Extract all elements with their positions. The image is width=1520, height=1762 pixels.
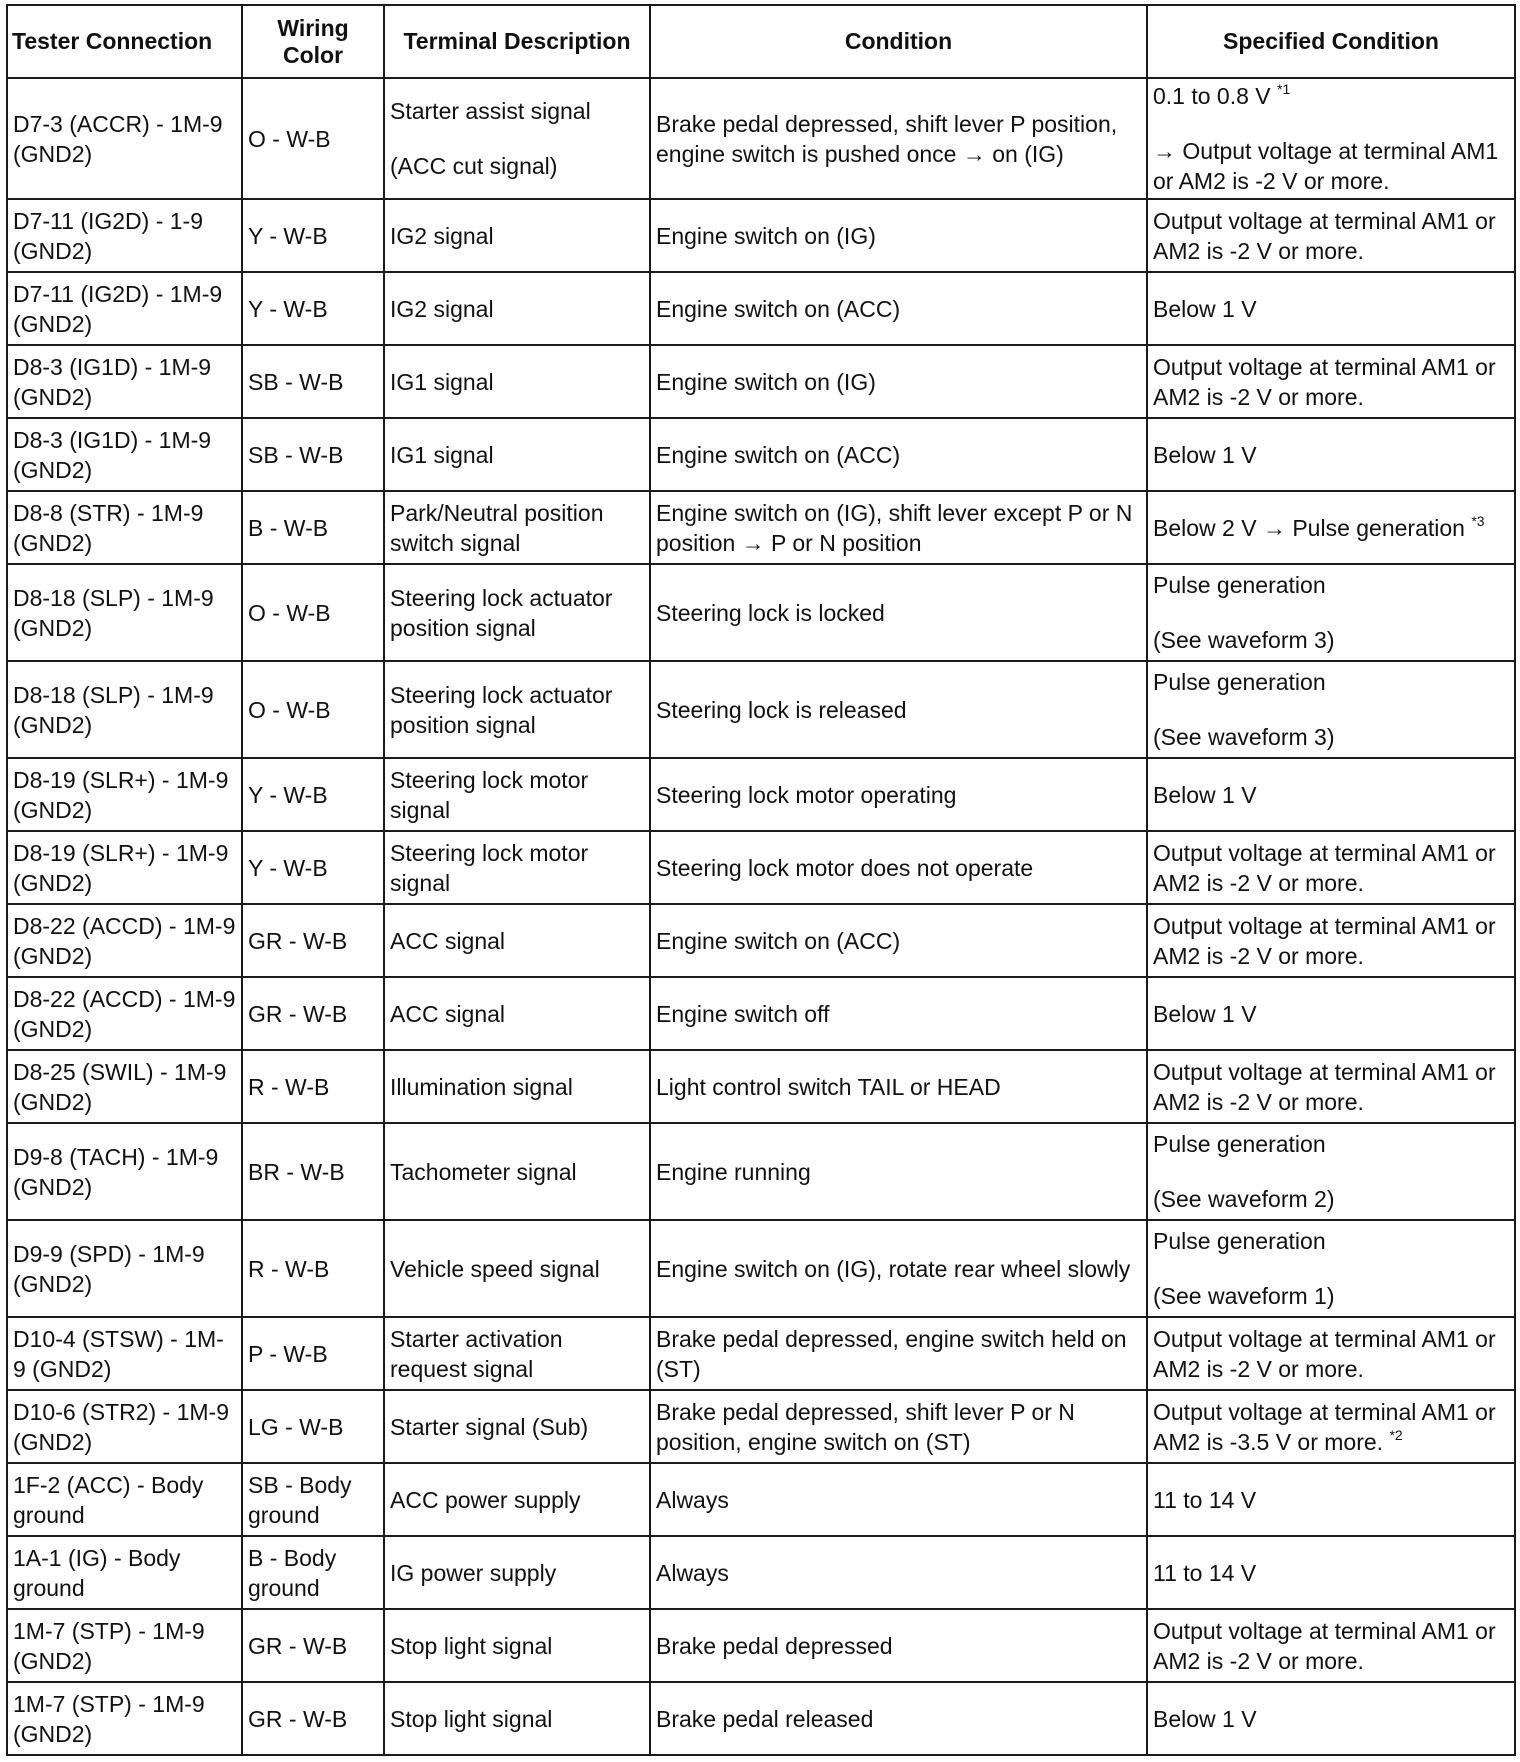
table-row [7,1609,1515,1682]
condition-cell [650,758,1147,831]
specified-condition-cell [1147,272,1515,345]
terminal-description-cell [384,199,650,272]
wiring-color-cell-text: O - W-B [248,599,331,626]
condition-cell-text: Always [656,1559,729,1586]
terminal-description-cell [384,1682,650,1755]
wiring-color-cell [242,491,384,564]
specified-condition-text: Pulse generation [1153,1131,1326,1157]
tester-connection-cell [7,199,242,272]
specified-condition-cell [1147,1609,1515,1682]
tester-connection-cell-text: D9-8 (TACH) - 1M-9 (GND2) [13,1143,219,1200]
wiring-color-cell-text: GR - W-B [248,927,348,954]
table-row [7,1050,1515,1123]
tester-connection-cell [7,661,242,758]
terminal-description-cell-text: Starter activation request signal [390,1325,563,1382]
tester-connection-cell [7,977,242,1050]
specified-condition-text: Below 1 V [1153,781,1257,808]
terminal-description-cell [384,272,650,345]
specified-condition-text: Output voltage at terminal AM1 or AM2 is -2 V or more. [1153,1058,1496,1115]
table-row [7,831,1515,904]
specified-condition-cell [1147,418,1515,491]
condition-cell-text: Engine switch on (IG) [656,368,876,395]
tester-connection-cell [7,1317,242,1390]
tester-connection-cell [7,758,242,831]
terminal-description-cell-text: Starter assist signal [390,98,591,124]
tester-connection-cell [7,78,242,199]
terminal-description-cell [384,1463,650,1536]
specified-condition-text-wrap [1153,1057,1509,1117]
table-row [7,1123,1515,1220]
condition-cell [650,1390,1147,1463]
table-row [7,199,1515,272]
specified-condition-text: Pulse generation [1153,669,1326,695]
terminal-description-cell-text: Illumination signal [390,1073,573,1100]
tester-connection-cell-text: 1M-7 (STP) - 1M-9 (GND2) [13,1690,205,1747]
condition-cell-text: Brake pedal depressed, shift lever P position, engine switch is pushed once → on (IG) [656,110,1118,167]
wiring-color-cell-text: R - W-B [248,1255,330,1282]
wiring-color-cell [242,1609,384,1682]
condition-cell-text: Engine switch on (ACC) [656,927,901,954]
specified-condition-note: (See waveform 1) [1153,1283,1335,1309]
condition-cell-text: Steering lock is released [656,696,907,723]
tester-connection-cell-text: D8-8 (STR) - 1M-9 (GND2) [13,499,204,556]
specified-condition-text: Output voltage at terminal AM1 or AM2 is -3.5 V or more. [1153,1398,1496,1455]
specified-condition-cell [1147,1317,1515,1390]
condition-cell-text: Engine switch on (IG) [656,222,876,249]
specified-condition-cell [1147,78,1515,199]
specified-condition-text-wrap [1153,1324,1509,1384]
wiring-color-cell [242,78,384,199]
specified-condition-text-wrap [1153,1558,1509,1588]
footnote-marker: *3 [1471,512,1485,529]
condition-cell [650,199,1147,272]
specified-condition-text: 11 to 14 V [1153,1486,1257,1513]
tester-connection-cell [7,1463,242,1536]
tester-connection-cell [7,1220,242,1317]
specified-condition-text-wrap [1153,780,1509,810]
header-wiring-color: Wiring Color [242,5,384,78]
tester-connection-cell-text: D8-22 (ACCD) - 1M-9 (GND2) [13,985,236,1042]
specified-condition-text: Output voltage at terminal AM1 or AM2 is -2 V or more. [1153,839,1496,896]
wiring-color-cell-text: B - Body ground [248,1544,337,1601]
table-row [7,491,1515,564]
terminal-description-cell [384,564,650,661]
specified-condition-text-wrap [1153,570,1509,600]
terminal-description-cell-text: Steering lock actuator position signal [390,584,613,641]
condition-cell-text: Light control switch TAIL or HEAD [656,1073,1001,1100]
condition-cell-text: Brake pedal depressed, shift lever P or N position, engine switch on (ST) [656,1398,1075,1455]
wiring-color-cell [242,1463,384,1536]
table-row [7,1220,1515,1317]
tester-connection-cell [7,904,242,977]
wiring-color-cell [242,418,384,491]
table-row [7,78,1515,199]
wiring-color-cell [242,1390,384,1463]
condition-cell [650,977,1147,1050]
tester-connection-cell-text: D8-19 (SLR+) - 1M-9 (GND2) [13,839,229,896]
specified-condition-note: (See waveform 3) [1153,724,1335,750]
terminal-description-cell [384,1609,650,1682]
wiring-color-cell [242,661,384,758]
specified-condition-text: Below 1 V [1153,1705,1257,1732]
specified-condition-text: Below 2 V → Pulse generation [1153,514,1465,541]
condition-cell-text: Steering lock motor operating [656,781,957,808]
condition-cell-text: Always [656,1486,729,1513]
specified-condition-text-wrap [1153,1616,1509,1676]
terminal-description-cell [384,1123,650,1220]
terminal-description-cell-text: Steering lock actuator position signal [390,681,613,738]
specified-condition-text: Output voltage at terminal AM1 or AM2 is -2 V or more. [1153,1325,1496,1382]
condition-cell-text: Steering lock is locked [656,599,885,626]
specified-condition-cell [1147,1220,1515,1317]
tester-connection-cell [7,491,242,564]
wiring-color-cell [242,564,384,661]
terminal-description-cell-text: ACC power supply [390,1486,581,1513]
tester-connection-cell [7,1609,242,1682]
table-body [7,78,1515,1755]
terminal-description-cell-text: Stop light signal [390,1632,553,1659]
specified-condition-cell [1147,1123,1515,1220]
tester-connection-cell-text: D8-18 (SLP) - 1M-9 (GND2) [13,584,214,641]
tester-connection-cell-text: 1A-1 (IG) - Body ground [13,1544,181,1601]
terminal-description-cell-text: Park/Neutral position switch signal [390,499,604,556]
wiring-color-cell-text: O - W-B [248,696,331,723]
condition-cell [650,1123,1147,1220]
specified-condition-text-wrap [1153,81,1509,111]
specified-condition-text-wrap [1153,1397,1509,1457]
terminal-description-cell [384,758,650,831]
table-row [7,1317,1515,1390]
condition-cell [650,904,1147,977]
tester-connection-cell-text: D8-3 (IG1D) - 1M-9 (GND2) [13,426,212,483]
tester-connection-cell [7,1123,242,1220]
condition-cell [650,661,1147,758]
condition-cell [650,1317,1147,1390]
condition-cell [650,272,1147,345]
condition-cell-text: Brake pedal released [656,1705,874,1732]
wiring-color-cell [242,272,384,345]
wiring-color-cell [242,1682,384,1755]
table-row [7,904,1515,977]
condition-cell-text: Engine switch on (ACC) [656,295,901,322]
specified-condition-cell [1147,345,1515,418]
tester-connection-cell-text: 1F-2 (ACC) - Body ground [13,1471,204,1528]
specified-condition-text-wrap [1153,206,1509,266]
specified-condition-text-wrap [1153,294,1509,324]
tester-connection-cell-text: D8-25 (SWIL) - 1M-9 (GND2) [13,1058,227,1115]
tester-connection-cell-text: D10-4 (STSW) - 1M-9 (GND2) [13,1325,224,1382]
terminal-description-cell-text: IG2 signal [390,295,494,322]
specified-condition-cell [1147,564,1515,661]
tester-connection-cell [7,1390,242,1463]
terminal-description-cell [384,1390,650,1463]
terminal-description-cell [384,831,650,904]
table-row [7,1463,1515,1536]
specified-condition-cell [1147,1390,1515,1463]
wiring-color-cell-text: B - W-B [248,514,329,541]
wiring-color-cell [242,345,384,418]
footnote-marker: *1 [1277,81,1291,98]
specified-condition-text-wrap [1153,911,1509,971]
specified-condition-text-wrap [1153,667,1509,697]
specified-condition-cell [1147,661,1515,758]
table-row [7,1390,1515,1463]
specified-condition-cell [1147,758,1515,831]
specified-condition-text: Output voltage at terminal AM1 or AM2 is -2 V or more. [1153,912,1496,969]
specified-condition-note: (See waveform 3) [1153,627,1335,653]
terminal-spec-sheet [6,4,1516,1756]
condition-cell [650,345,1147,418]
tester-connection-cell-text: D8-3 (IG1D) - 1M-9 (GND2) [13,353,212,410]
specified-condition-text-wrap [1153,1129,1509,1159]
specified-condition-cell [1147,1463,1515,1536]
specified-condition-text: Below 1 V [1153,441,1257,468]
terminal-description-cell [384,977,650,1050]
specified-condition-text-wrap [1153,999,1509,1029]
condition-cell [650,831,1147,904]
condition-cell [650,1682,1147,1755]
condition-cell-text: Engine switch on (IG), rotate rear wheel slowly [656,1255,1131,1282]
specified-condition-cell [1147,904,1515,977]
terminal-description-cell-text: IG power supply [390,1559,557,1586]
specified-condition-cell [1147,1682,1515,1755]
terminal-description-cell-text: ACC signal [390,1000,506,1027]
specified-condition-text: 0.1 to 0.8 V [1153,83,1271,109]
table-row [7,272,1515,345]
wiring-color-cell-text: SB - W-B [248,441,344,468]
wiring-color-cell-text: R - W-B [248,1073,330,1100]
tester-connection-cell-text: 1M-7 (STP) - 1M-9 (GND2) [13,1617,205,1674]
condition-cell [650,491,1147,564]
condition-cell-text: Brake pedal depressed, engine switch held on (ST) [656,1325,1127,1382]
specified-condition-text-wrap [1153,352,1509,412]
terminal-description-cell-text: Vehicle speed signal [390,1255,600,1282]
condition-cell [650,1220,1147,1317]
specified-condition-text-wrap [1153,838,1509,898]
tester-connection-cell [7,1050,242,1123]
table-row [7,1682,1515,1755]
terminal-description-cell [384,1050,650,1123]
tester-connection-cell-text: D7-3 (ACCR) - 1M-9 (GND2) [13,110,223,167]
table-row [7,758,1515,831]
condition-cell-text: Engine switch on (IG), shift lever except P or N position → P or N position [656,499,1133,556]
tester-connection-cell-text: D8-22 (ACCD) - 1M-9 (GND2) [13,912,236,969]
wiring-color-cell-text: LG - W-B [248,1413,344,1440]
condition-cell [650,564,1147,661]
wiring-color-cell [242,977,384,1050]
tester-connection-cell-text: D7-11 (IG2D) - 1M-9 (GND2) [13,280,223,337]
specified-condition-text: Output voltage at terminal AM1 or AM2 is -2 V or more. [1153,207,1496,264]
wiring-color-cell-text: BR - W-B [248,1158,345,1185]
wiring-color-cell-text: GR - W-B [248,1000,348,1027]
specified-condition-note: (See waveform 2) [1153,1186,1335,1212]
specified-condition-cell [1147,831,1515,904]
condition-cell [650,418,1147,491]
specified-condition-cell [1147,199,1515,272]
specified-condition-text-wrap [1153,1704,1509,1734]
specified-condition-text: Below 1 V [1153,295,1257,322]
specified-condition-text: Output voltage at terminal AM1 or AM2 is -2 V or more. [1153,353,1496,410]
wiring-color-cell-text: GR - W-B [248,1632,348,1659]
wiring-color-cell [242,1536,384,1609]
terminal-description-cell-text: Stop light signal [390,1705,553,1732]
header-condition: Condition [650,5,1147,78]
wiring-color-cell [242,758,384,831]
terminal-description-cell [384,491,650,564]
specified-condition-cell [1147,1536,1515,1609]
wiring-color-cell-text: SB - Body ground [248,1471,352,1528]
specified-condition-text-wrap [1153,1226,1509,1256]
condition-cell-text: Engine running [656,1158,811,1185]
terminal-description-cell [384,78,650,199]
footnote-marker: *2 [1389,1426,1403,1443]
condition-cell [650,1609,1147,1682]
wiring-color-cell-text: Y - W-B [248,854,328,881]
wiring-color-cell [242,199,384,272]
terminal-description-cell-text: Starter signal (Sub) [390,1413,589,1440]
wiring-color-cell [242,904,384,977]
condition-cell [650,1536,1147,1609]
terminal-spec-table [6,4,1516,1756]
tester-connection-cell-text: D8-18 (SLP) - 1M-9 (GND2) [13,681,214,738]
terminal-description-cell [384,1536,650,1609]
tester-connection-cell-text: D10-6 (STR2) - 1M-9 (GND2) [13,1398,229,1455]
table-row [7,1536,1515,1609]
table-row [7,564,1515,661]
condition-cell [650,78,1147,199]
terminal-description-cell-text: IG1 signal [390,441,494,468]
terminal-description-cell-text: ACC signal [390,927,506,954]
specified-condition-text-wrap [1153,1485,1509,1515]
table-row [7,661,1515,758]
condition-cell-text: Steering lock motor does not operate [656,854,1034,881]
specified-condition-cell [1147,1050,1515,1123]
specified-condition-cell [1147,977,1515,1050]
terminal-description-cell [384,1220,650,1317]
wiring-color-cell [242,831,384,904]
wiring-color-cell [242,1050,384,1123]
header-terminal-description: Terminal Description [384,5,650,78]
terminal-description-cell-text: IG1 signal [390,368,494,395]
terminal-description-cell-text: IG2 signal [390,222,494,249]
tester-connection-cell [7,418,242,491]
header-tester-connection: Tester Connection [7,5,242,78]
wiring-color-cell-text: GR - W-B [248,1705,348,1732]
condition-cell-text: Engine switch off [656,1000,830,1027]
specified-condition-cell [1147,491,1515,564]
table-row [7,418,1515,491]
condition-cell-text: Engine switch on (ACC) [656,441,901,468]
specified-condition-text-wrap [1153,440,1509,470]
tester-connection-cell [7,564,242,661]
terminal-description-note: (ACC cut signal) [390,153,558,179]
wiring-color-cell-text: Y - W-B [248,222,328,249]
wiring-color-cell [242,1317,384,1390]
terminal-description-cell [384,418,650,491]
specified-condition-text: Pulse generation [1153,1228,1326,1254]
table-row [7,977,1515,1050]
tester-connection-cell [7,345,242,418]
specified-condition-text-wrap [1153,513,1509,543]
specified-condition-text: Pulse generation [1153,572,1326,598]
tester-connection-cell [7,272,242,345]
wiring-color-cell-text: P - W-B [248,1340,328,1367]
terminal-description-cell-text: Steering lock motor signal [390,766,589,823]
tester-connection-cell [7,831,242,904]
wiring-color-cell-text: Y - W-B [248,295,328,322]
condition-cell-text: Brake pedal depressed [656,1632,893,1659]
table-header-row [7,5,1515,78]
tester-connection-cell-text: D8-19 (SLR+) - 1M-9 (GND2) [13,766,229,823]
wiring-color-cell [242,1123,384,1220]
specified-condition-text: Output voltage at terminal AM1 or AM2 is -2 V or more. [1153,1617,1496,1674]
tester-connection-cell [7,1536,242,1609]
table-row [7,345,1515,418]
header-specified-condition: Specified Condition [1147,5,1515,78]
terminal-description-cell [384,345,650,418]
specified-condition-note: → Output voltage at terminal AM1 or AM2 is -2 V or more. [1153,138,1499,194]
condition-cell [650,1050,1147,1123]
terminal-description-cell-text: Tachometer signal [390,1158,577,1185]
wiring-color-cell-text: SB - W-B [248,368,344,395]
tester-connection-cell [7,1682,242,1755]
terminal-description-cell [384,1317,650,1390]
specified-condition-text: Below 1 V [1153,1000,1257,1027]
tester-connection-cell-text: D7-11 (IG2D) - 1-9 (GND2) [13,207,204,264]
tester-connection-cell-text: D9-9 (SPD) - 1M-9 (GND2) [13,1240,205,1297]
terminal-description-cell [384,661,650,758]
condition-cell [650,1463,1147,1536]
specified-condition-text: 11 to 14 V [1153,1559,1257,1586]
wiring-color-cell-text: Y - W-B [248,781,328,808]
wiring-color-cell [242,1220,384,1317]
wiring-color-cell-text: O - W-B [248,125,331,152]
terminal-description-cell [384,904,650,977]
terminal-description-cell-text: Steering lock motor signal [390,839,589,896]
